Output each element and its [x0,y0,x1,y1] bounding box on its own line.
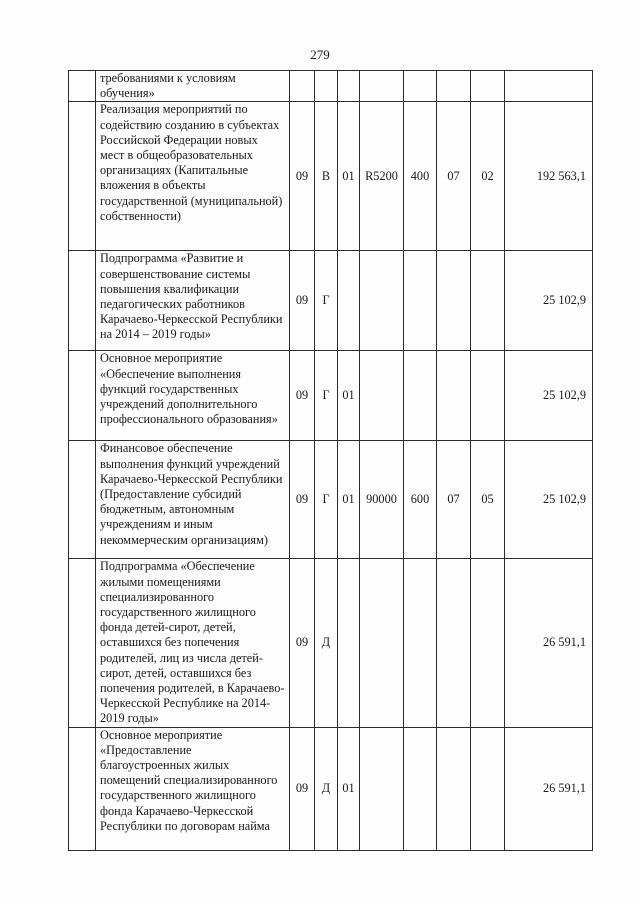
code-cell [437,727,471,850]
amount-cell: 26 591,1 [505,559,593,727]
code-cell: 90000 [360,441,404,559]
amount-cell: 26 591,1 [505,727,593,850]
code-cell: 01 [338,441,360,559]
table-row [69,351,593,441]
index-cell [69,351,96,441]
code-cell [338,559,360,727]
table-row [69,251,593,351]
code-cell: 01 [338,102,360,251]
code-cell [471,727,505,850]
name-cell: Финансовое обеспечение выполнения функций учреждений Карачаево-Черкесской Республики (Предоставление субсидий бюджетным, автономным учреждениям и иным некоммерческим организациям) [96,441,290,559]
code-cell [360,727,404,850]
budget-table [68,70,593,851]
code-cell [404,71,437,102]
amount-cell: 25 102,9 [505,441,593,559]
page-number: 279 [310,47,330,62]
code-cell: 09 [290,441,315,559]
code-cell: 01 [338,727,360,850]
code-cell [360,351,404,441]
name-cell: Основное мероприятие «Обеспечение выполнения функций государственных учреждений дополнительного профессионального образования» [96,351,290,441]
code-cell [471,351,505,441]
code-cell: Г [315,251,338,351]
code-cell: Г [315,441,338,559]
code-cell: 09 [290,102,315,251]
code-cell [471,559,505,727]
code-cell: R5200 [360,102,404,251]
index-cell [69,102,96,251]
code-cell: 400 [404,102,437,251]
code-cell [404,351,437,441]
code-cell: 09 [290,727,315,850]
amount-cell: 192 563,1 [505,102,593,251]
code-cell [338,71,360,102]
code-cell [360,71,404,102]
table-row [69,559,593,727]
table-row [69,727,593,850]
code-cell [437,559,471,727]
code-cell [338,251,360,351]
table-row [69,441,593,559]
code-cell: 01 [338,351,360,441]
code-cell [471,251,505,351]
code-cell: 600 [404,441,437,559]
code-cell: 09 [290,251,315,351]
index-cell [69,71,96,102]
amount-cell [505,71,593,102]
code-cell: 02 [471,102,505,251]
code-cell [437,251,471,351]
name-cell: требованиями к условиям обучения» [96,71,290,102]
code-cell [471,71,505,102]
code-cell [290,71,315,102]
code-cell: 09 [290,559,315,727]
table-row [69,102,593,251]
code-cell [360,251,404,351]
amount-cell: 25 102,9 [505,351,593,441]
code-cell: 09 [290,351,315,441]
code-cell: 07 [437,441,471,559]
code-cell: 07 [437,102,471,251]
code-cell [404,251,437,351]
amount-cell: 25 102,9 [505,251,593,351]
code-cell [404,727,437,850]
name-cell: Подпрограмма «Обеспечение жилыми помещениями специализированного государственного жилищного фонда детей-сирот, детей, оставшихся без попечения родителей, лиц из числа детей-сирот, детей, оставшихся без попечения родителей, в Карачаево-Черкесской Республике на 2014-2019 годы» [96,559,290,727]
name-cell: Реализация мероприятий по содействию созданию в субъектах Российской Федерации новых мест в общеобразовательных организациях (Капитальные вложения в объекты государственной (муниципальной) собственности) [96,102,290,251]
index-cell [69,441,96,559]
table-row [69,71,593,102]
name-cell: Основное мероприятие «Предоставление благоустроенных жилых помещений специализированного государственного жилищного фонда Карачаево-Черкесской Республики по договорам найма [96,727,290,850]
name-cell: Подпрограмма «Развитие и совершенствование системы повышения квалификации педагогических работников Карачаево-Черкесской Республики на 2014 – 2019 годы» [96,251,290,351]
code-cell: В [315,102,338,251]
index-cell [69,559,96,727]
index-cell [69,727,96,850]
code-cell [360,559,404,727]
code-cell: 05 [471,441,505,559]
code-cell [315,71,338,102]
code-cell [437,71,471,102]
code-cell: Г [315,351,338,441]
code-cell: Д [315,559,338,727]
code-cell: Д [315,727,338,850]
code-cell [437,351,471,441]
index-cell [69,251,96,351]
code-cell [404,559,437,727]
